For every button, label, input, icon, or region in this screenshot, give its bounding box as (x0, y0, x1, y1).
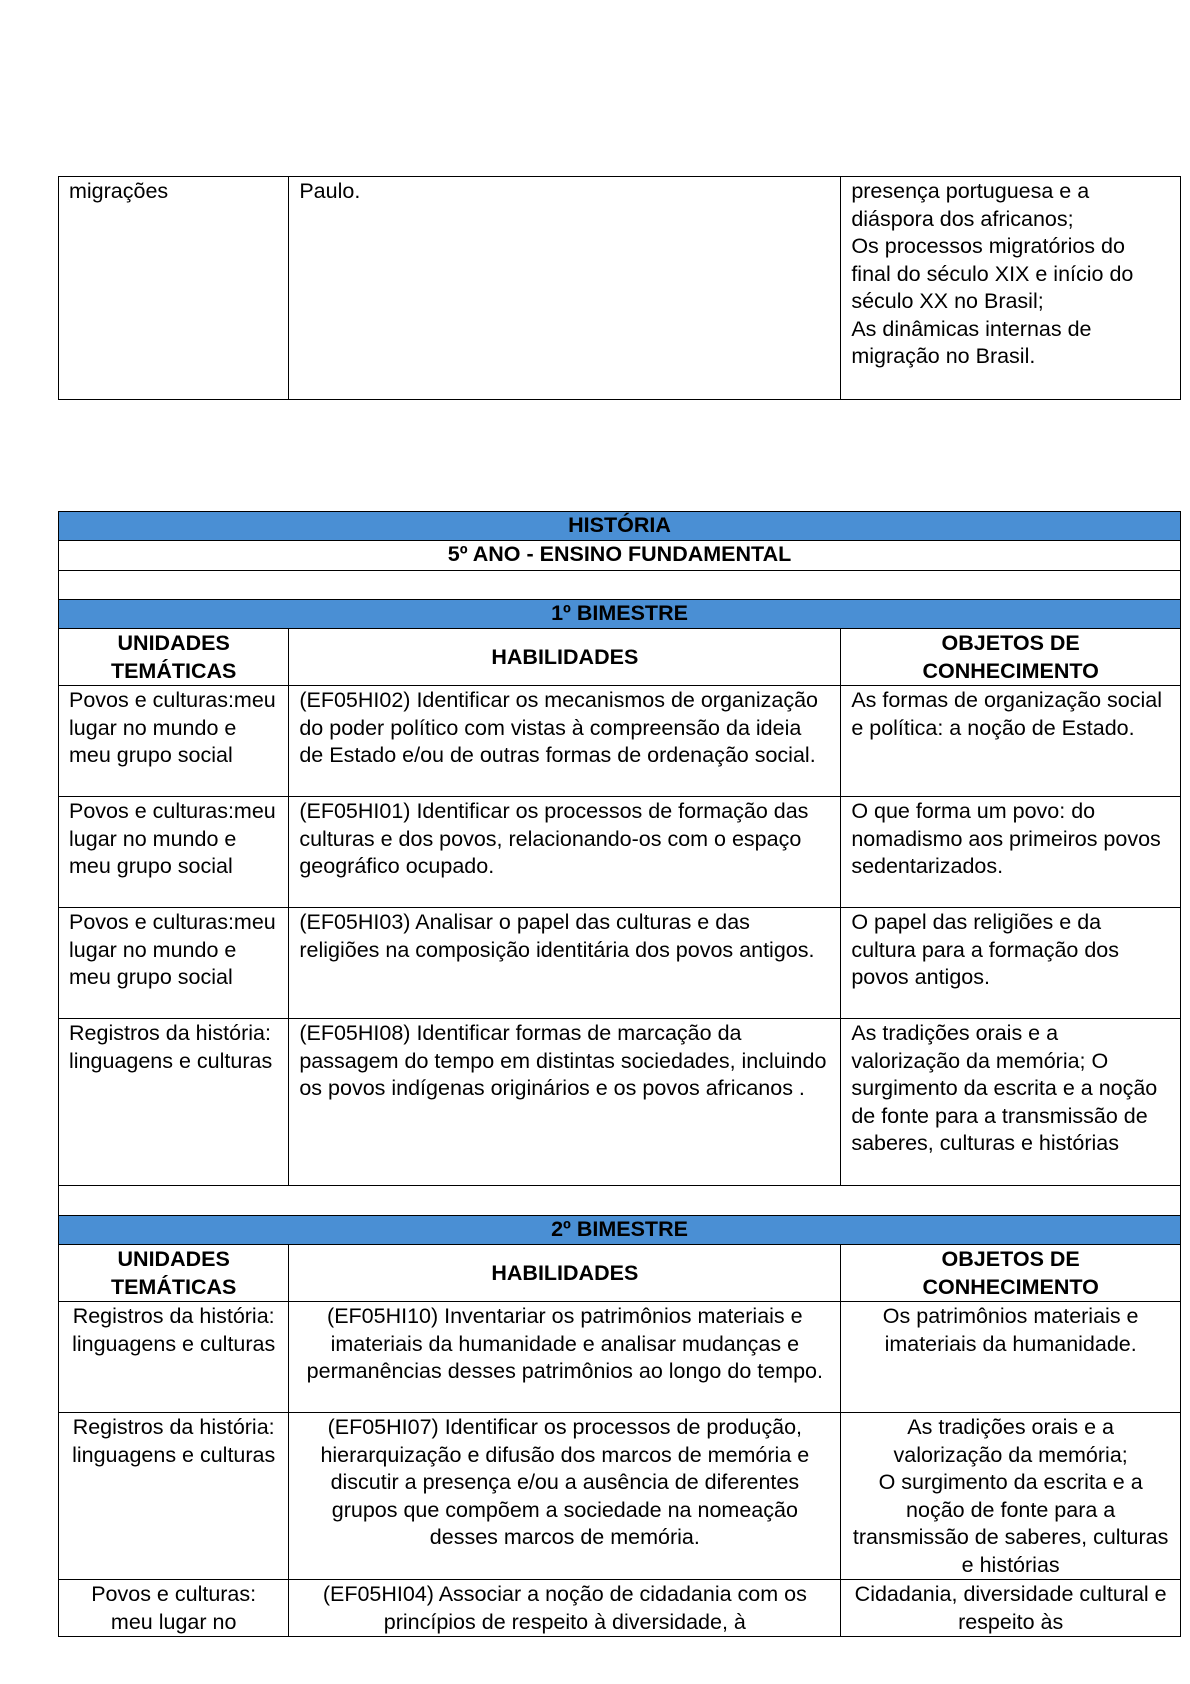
spacer-cell (59, 571, 1181, 600)
unit-cell: Povos e culturas:meu lugar no mundo e meu grupo social (59, 797, 289, 908)
objects-cell: O papel das religiões e da cultura para a formação dos povos antigos. (841, 908, 1181, 1019)
objects-cell: As tradições orais e a valorização da memória; O surgimento da escrita e a noção de fonte para a transmissão de saberes, culturas e histórias (841, 1413, 1181, 1580)
unit-cell: Povos e culturas:meu lugar no mundo e meu grupo social (59, 686, 289, 797)
objects-cell: presença portuguesa e a diáspora dos africanos; Os processos migratórios do final do século XIX e início do século XX no Brasil; As dinâmicas internas de migração no Brasil. (841, 177, 1181, 400)
header-skills: HABILIDADES (289, 629, 841, 686)
objects-cell: Cidadania, diversidade cultural e respeito às (841, 1580, 1181, 1637)
objects-cell: As tradições orais e a valorização da memória; O surgimento da escrita e a noção de fonte para a transmissão de saberes, culturas e histórias (841, 1019, 1181, 1186)
unit-cell: Registros da história: linguagens e culturas (59, 1413, 289, 1580)
skill-cell: (EF05HI04) Associar a noção de cidadania com os princípios de respeito à diversidade, à (289, 1580, 841, 1637)
header-units: UNIDADES TEMÁTICAS (59, 629, 289, 686)
continued-table (58, 176, 1181, 400)
table-row (59, 908, 1181, 1019)
table-row (59, 1413, 1181, 1580)
spacer-row (59, 571, 1181, 600)
table-row (59, 686, 1181, 797)
bimester1-title: 1º BIMESTRE (59, 600, 1181, 629)
table-row (59, 1302, 1181, 1413)
header-skills: HABILIDADES (289, 1245, 841, 1302)
objects-cell: Os patrimônios materiais e imateriais da humanidade. (841, 1302, 1181, 1413)
subject-row (59, 512, 1181, 541)
unit-cell: Registros da história: linguagens e culturas (59, 1302, 289, 1413)
skill-cell: (EF05HI10) Inventariar os patrimônios materiais e imateriais da humanidade e analisar mudanças e permanências desses patrimônios ao longo do tempo. (289, 1302, 841, 1413)
table-row (59, 177, 1181, 400)
spacer-cell (59, 1186, 1181, 1216)
spacer-row (59, 1186, 1181, 1216)
skill-cell: (EF05HI03) Analisar o papel das culturas e das religiões na composição identitária dos povos antigos. (289, 908, 841, 1019)
header-row (59, 629, 1181, 686)
header-row (59, 1245, 1181, 1302)
table-row (59, 1580, 1181, 1637)
header-units: UNIDADES TEMÁTICAS (59, 1245, 289, 1302)
grade-row (59, 541, 1181, 571)
bimester-row (59, 1216, 1181, 1245)
skill-cell: (EF05HI07) Identificar os processos de produção, hierarquização e difusão dos marcos de memória e discutir a presença e/ou a ausência de diferentes grupos que compõem a sociedade na nomeação desses marcos de memória. (289, 1413, 841, 1580)
subject-title: HISTÓRIA (59, 512, 1181, 541)
skill-cell: (EF05HI01) Identificar os processos de formação das culturas e dos povos, relacionando-os com o espaço geográfico ocupado. (289, 797, 841, 908)
unit-cell: Povos e culturas:meu lugar no mundo e meu grupo social (59, 908, 289, 1019)
grade-title: 5º ANO - ENSINO FUNDAMENTAL (59, 541, 1181, 571)
table-row (59, 797, 1181, 908)
unit-cell: Registros da história: linguagens e culturas (59, 1019, 289, 1186)
unit-cell: Povos e culturas: meu lugar no (59, 1580, 289, 1637)
bimester2-title: 2º BIMESTRE (59, 1216, 1181, 1245)
skill-cell: Paulo. (289, 177, 841, 400)
bimester-row (59, 600, 1181, 629)
header-objects: OBJETOS DE CONHECIMENTO (841, 1245, 1181, 1302)
header-objects: OBJETOS DE CONHECIMENTO (841, 629, 1181, 686)
table-row (59, 1019, 1181, 1186)
skill-cell: (EF05HI08) Identificar formas de marcação da passagem do tempo em distintas sociedades, incluindo os povos indígenas originários e os povos africanos . (289, 1019, 841, 1186)
skill-cell: (EF05HI02) Identificar os mecanismos de organização do poder político com vistas à compreensão da ideia de Estado e/ou de outras formas de ordenação social. (289, 686, 841, 797)
curriculum-table (58, 511, 1181, 1637)
unit-cell: migrações (59, 177, 289, 400)
objects-cell: As formas de organização social e política: a noção de Estado. (841, 686, 1181, 797)
objects-cell: O que forma um povo: do nomadismo aos primeiros povos sedentarizados. (841, 797, 1181, 908)
